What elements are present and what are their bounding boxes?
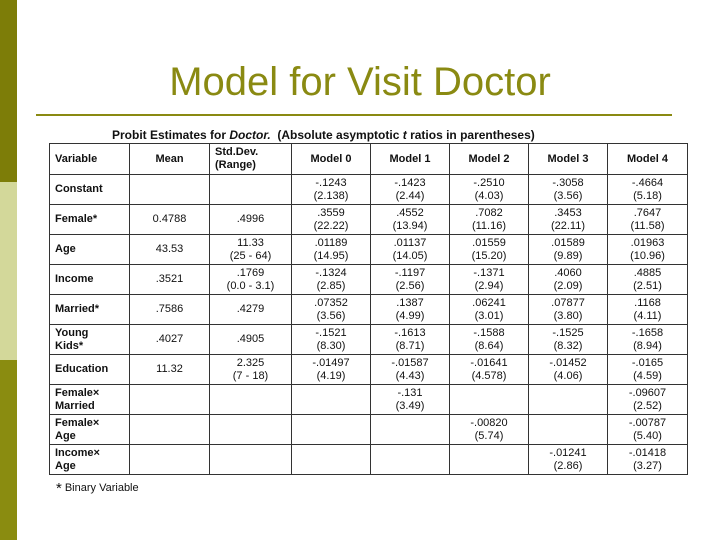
table-cell [210,445,292,475]
table-cell: .06241 (3.01) [450,295,529,325]
table-cell [529,415,608,445]
table-cell: -.01587 (4.43) [371,355,450,385]
table-row [50,295,688,325]
probit-estimates-table [49,143,688,475]
table-cell: 0.4788 [130,205,210,235]
table-cell: -.0165 (4.59) [608,355,688,385]
caption-suffix: ratios in parentheses) [406,128,535,142]
table-cell: .01589 (9.89) [529,235,608,265]
table-cell: .01559 (15.20) [450,235,529,265]
table-cell: -.01497 (4.19) [292,355,371,385]
table-cell: .01137 (14.05) [371,235,450,265]
table-cell: .4905 [210,325,292,355]
table-cell: .7082 (11.16) [450,205,529,235]
table-row [50,325,688,355]
table-cell: .3559 (22.22) [292,205,371,235]
table-cell: -.1197 (2.56) [371,265,450,295]
variable-name-cell: Education [50,355,130,385]
variable-name-cell: Age [50,235,130,265]
table-cell [130,175,210,205]
table-cell: -.1613 (8.71) [371,325,450,355]
table-cell: -.1521 (8.30) [292,325,371,355]
table-row [50,175,688,205]
table-cell [130,415,210,445]
left-accent-bar-middle [0,182,17,360]
variable-name-cell: Female* [50,205,130,235]
column-header: Model 3 [529,144,608,175]
table-cell: .4279 [210,295,292,325]
table-cell: -.1371 (2.94) [450,265,529,295]
footnote-star: * [56,480,62,497]
variable-name-cell: Married* [50,295,130,325]
table-cell [450,445,529,475]
table-cell: -.1324 (2.85) [292,265,371,295]
table-cell: .7586 [130,295,210,325]
variable-name-cell: Constant [50,175,130,205]
table-cell [292,415,371,445]
caption-prefix: Probit Estimates for [112,128,230,142]
table-row [50,235,688,265]
table-cell [292,445,371,475]
table-cell [210,175,292,205]
variable-name-cell: Income [50,265,130,295]
column-header: Variable [50,144,130,175]
table-cell [371,415,450,445]
column-header: Model 0 [292,144,371,175]
table-cell: 11.32 [130,355,210,385]
table-cell: .07877 (3.80) [529,295,608,325]
table-cell: .4060 (2.09) [529,265,608,295]
variable-name-cell: Young Kids* [50,325,130,355]
table-cell: 43.53 [130,235,210,265]
variable-name-cell: Female× Age [50,415,130,445]
table-cell: -.131 (3.49) [371,385,450,415]
table-row [50,415,688,445]
table-cell: .07352 (3.56) [292,295,371,325]
table-cell: -.1658 (8.94) [608,325,688,355]
table-row [50,385,688,415]
slide-title: Model for Visit Doctor [169,60,551,104]
table-cell: .01963 (10.96) [608,235,688,265]
table-cell: .4996 [210,205,292,235]
table-cell: -.1588 (8.64) [450,325,529,355]
table-cell: .1168 (4.11) [608,295,688,325]
table-cell: -.1525 (8.32) [529,325,608,355]
table-cell: -.00787 (5.40) [608,415,688,445]
table-cell [210,385,292,415]
table-cell: -.4664 (5.18) [608,175,688,205]
table-cell: 2.325 (7 - 18) [210,355,292,385]
header-row [50,144,688,175]
table-cell: .4552 (13.94) [371,205,450,235]
title-underline [36,114,672,116]
column-header: Model 2 [450,144,529,175]
footnote [56,480,139,497]
caption-dep-var: Doctor. [229,128,271,142]
table-cell [292,385,371,415]
table-cell [130,385,210,415]
table-cell: .4885 (2.51) [608,265,688,295]
table-cell: -.01418 (3.27) [608,445,688,475]
table-cell: .4027 [130,325,210,355]
caption-middle: (Absolute asymptotic [270,128,403,142]
table-cell: 11.33 (25 - 64) [210,235,292,265]
variable-name-cell: Female× Married [50,385,130,415]
table-cell: -.1243 (2.138) [292,175,371,205]
column-header: Model 1 [371,144,450,175]
table-cell: -.09607 (2.52) [608,385,688,415]
table-cell: .01189 (14.95) [292,235,371,265]
table-row [50,445,688,475]
table-cell: -.00820 (5.74) [450,415,529,445]
table-cell: .3521 [130,265,210,295]
column-header: Model 4 [608,144,688,175]
table-cell [130,445,210,475]
footnote-text: Binary Variable [64,482,139,494]
table-cell: .1769 (0.0 - 3.1) [210,265,292,295]
variable-name-cell: Income× Age [50,445,130,475]
table-cell: -.01641 (4.578) [450,355,529,385]
table-cell: .7647 (11.58) [608,205,688,235]
table-row [50,265,688,295]
table-caption [112,128,535,142]
column-header: Std.Dev. (Range) [210,144,292,175]
table-cell: -.1423 (2.44) [371,175,450,205]
table-cell: .3453 (22.11) [529,205,608,235]
table-cell: -.3058 (3.56) [529,175,608,205]
table-row [50,205,688,235]
table-cell: .1387 (4.99) [371,295,450,325]
table-cell: -.2510 (4.03) [450,175,529,205]
table-cell [450,385,529,415]
table-cell [371,445,450,475]
left-accent-bar-bottom [0,360,17,540]
caption-t-symbol: t [402,128,407,142]
table-cell: -.01452 (4.06) [529,355,608,385]
table-cell [210,415,292,445]
column-header: Mean [130,144,210,175]
table-cell [529,385,608,415]
table-row [50,355,688,385]
table-cell: -.01241 (2.86) [529,445,608,475]
